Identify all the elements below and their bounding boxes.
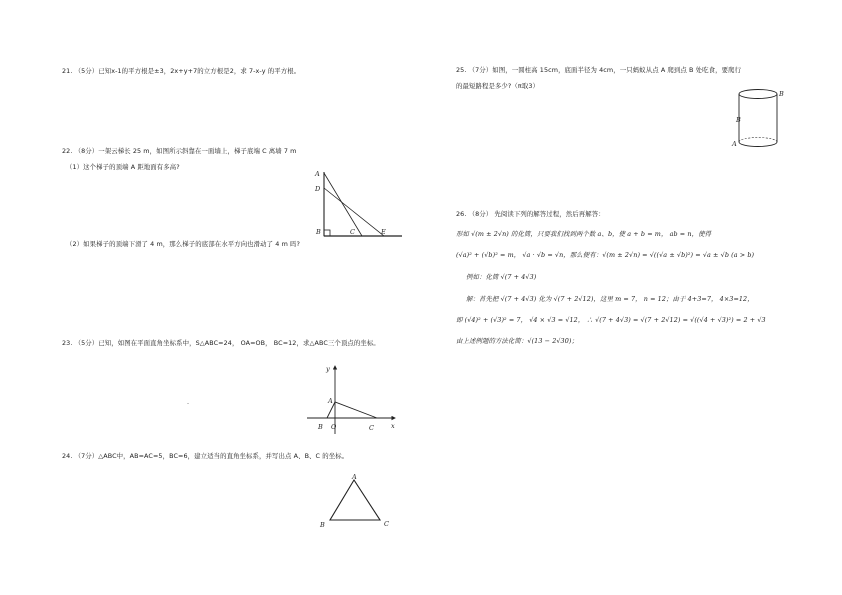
- q22-label-e: E: [381, 228, 386, 236]
- q22-label-a: A: [315, 170, 320, 178]
- q22-ladder-figure: [310, 168, 410, 244]
- q25-label-a: A: [732, 140, 737, 148]
- q23-label-y: y: [326, 365, 330, 373]
- q22-sub2: （2）如果梯子的顶端下滑了 4 m，那么梯子的底部在水平方向也滑动了 4 m 吗?: [66, 240, 301, 248]
- q24-label-c: C: [384, 520, 389, 528]
- q24-label-a: A: [352, 473, 357, 481]
- q25-label-b-mid: B: [736, 116, 741, 124]
- q26-heading: 26. （8分） 先阅读下列的解答过程，然后再解答：: [456, 210, 605, 218]
- q25-line2: 的最短路程是多少?（π取3）: [456, 82, 540, 90]
- stray-dot: .: [187, 398, 190, 406]
- q23-label-a: A: [328, 397, 333, 405]
- q25-cylinder-figure: [732, 84, 792, 156]
- q22-label-c: C: [350, 228, 355, 236]
- q24-triangle-figure: [316, 474, 396, 530]
- q21-text: 21. （5分）已知x-1的平方根是±3，2x+y+7的立方根是2，求 7-x-y 的平方根。: [62, 67, 301, 75]
- q23-label-c: C: [369, 424, 374, 432]
- q26-paragraph-2: (√a)² + (√b)² = m， √a · √b = √n，那么便有：√(m ± 2√n) = √((√a ± √b)²) = √a ± √b (a > b): [456, 251, 755, 259]
- q25-label-b-top: B: [779, 90, 784, 98]
- q26-paragraph-4: 解：首先把 √(7 + 4√3) 化为 √(7 + 2√12)，这里 m = 7， n = 12；由于 4+3=7， 4×3=12，: [466, 295, 754, 303]
- q22-stem: 22. （8分）一架云梯长 25 m，如图所示斜靠在一面墙上，梯子底端 C 离墙 7 m: [62, 147, 297, 155]
- q23-coordinate-figure: [305, 362, 401, 438]
- q25-line1: 25. （7分）如图，一圆柱高 15cm，底面半径为 4cm，一只蚂蚁从点 A 爬到点 B 处吃食，要爬行: [456, 66, 742, 74]
- q22-sub1: （1）这个梯子的顶端 A 距地面有多高?: [66, 163, 180, 171]
- q22-label-d: D: [315, 185, 321, 193]
- q23-text: 23. （5分）已知，如图在平面直角坐标系中，S△ABC=24， OA=OB， BC=12，求△ABC三个顶点的坐标。: [62, 339, 380, 347]
- q23-label-o: O: [331, 423, 337, 431]
- q23-label-b: B: [318, 423, 323, 431]
- q26-paragraph-5: 即 (√4)² + (√3)² = 7， √4 × √3 = √12， ∴ √(7 + 4√3) = √(7 + 2√12) = √((√4 + √3)²) = 2 + √3: [456, 316, 766, 324]
- q24-label-b: B: [320, 521, 325, 529]
- q24-text: 24. （7分）△ABC中，AB=AC=5，BC=6，建立适当的直角坐标系，并写出点 A、B、C 的坐标。: [62, 452, 349, 460]
- q26-paragraph-6: 由上述例题的方法化简：√(13 − 2√30)；: [456, 337, 578, 345]
- q23-label-x: x: [391, 422, 395, 430]
- q26-paragraph-1: 形如 √(m ± 2√n) 的化简，只要我们找到两个数 a、b，使 a + b = m， ab = n，使得: [456, 230, 712, 238]
- q26-paragraph-3: 例如：化简 √(7 + 4√3): [466, 273, 537, 281]
- q22-label-b: B: [316, 228, 321, 236]
